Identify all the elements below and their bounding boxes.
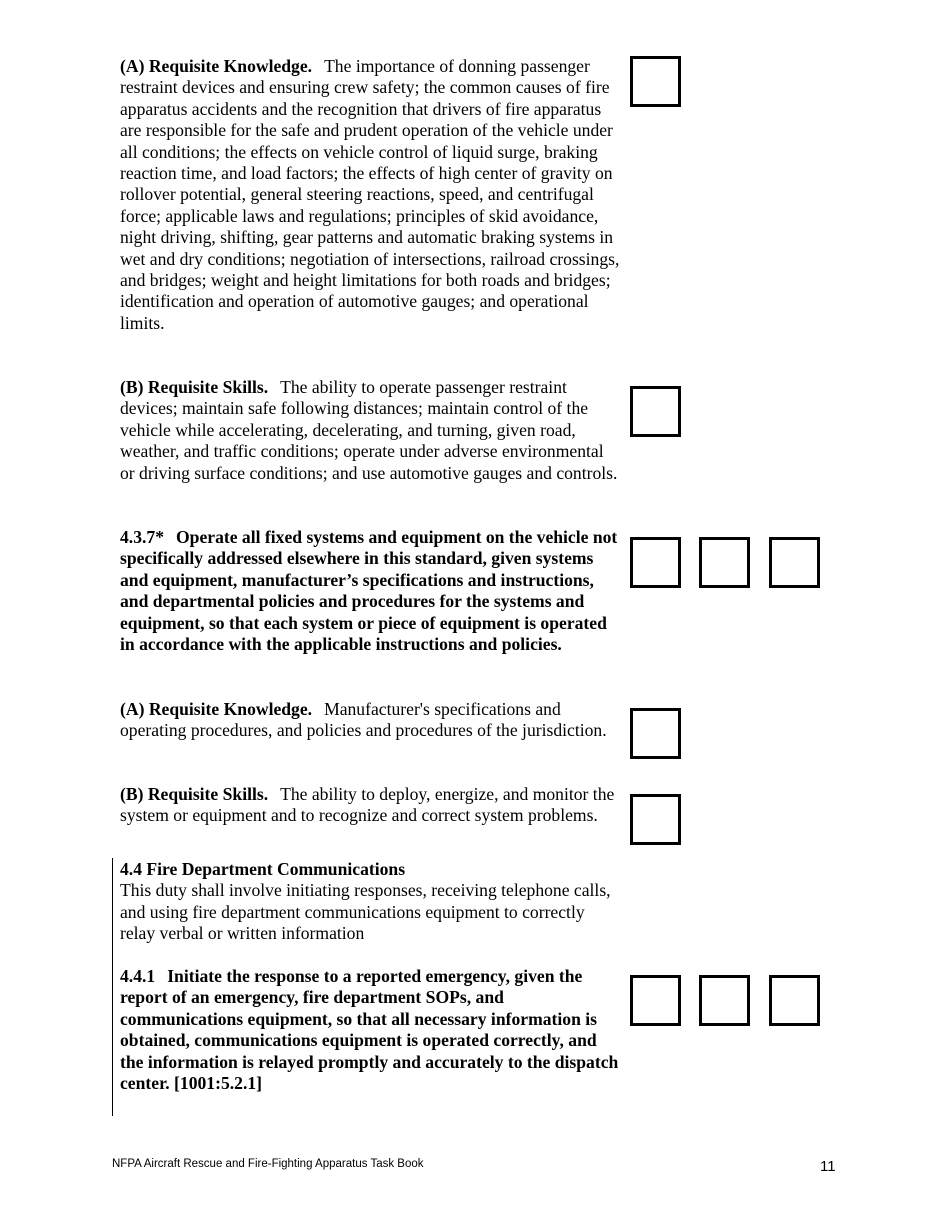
page-number: 11 <box>820 1158 836 1175</box>
signoff-checkbox[interactable] <box>699 537 750 588</box>
section-description: This duty shall involve initiating responses, receiving telephone calls, and using fire department communications equipment to correctly relay verbal or written information <box>120 880 611 944</box>
signoff-checkbox[interactable] <box>630 794 681 845</box>
signoff-checkbox[interactable] <box>630 708 681 759</box>
requisite-knowledge-paragraph <box>120 56 620 334</box>
revision-change-bar <box>112 858 113 1116</box>
section-heading: 4.4 Fire Department Communications <box>120 859 406 879</box>
paragraph-lead: (A) Requisite Knowledge. <box>120 56 313 76</box>
duty-section <box>120 859 620 945</box>
jpr-number: 4.4.1 <box>120 966 156 986</box>
paragraph-lead: (A) Requisite Knowledge. <box>120 699 313 719</box>
footer-title: NFPA Aircraft Rescue and Fire-Fighting Apparatus Task Book <box>112 1158 424 1170</box>
paragraph-lead: (B) Requisite Skills. <box>120 784 269 804</box>
signoff-checkbox[interactable] <box>769 975 820 1026</box>
jpr-text: Operate all fixed systems and equipment on the vehicle not specifically addressed elsewhere in this standard, given systems and equipment, manufacturer’s specifications and instructions, and departmental policies and procedures for the systems and equipment, so that each system or piece of equipment is operated in accordance with the applicable instructions and policies. <box>120 527 618 655</box>
jpr-number: 4.3.7* <box>120 527 164 547</box>
requisite-knowledge-paragraph <box>120 699 620 742</box>
signoff-checkbox[interactable] <box>630 56 681 107</box>
requisite-skills-paragraph <box>120 784 620 827</box>
paragraph-text: The ability to deploy, energize, and monitor the system or equipment and to recognize and correct system problems. <box>120 784 615 826</box>
paragraph-text: Manufacturer's specifications and operating procedures, and policies and procedures of the jurisdiction. <box>120 699 607 741</box>
paragraph-lead: (B) Requisite Skills. <box>120 377 269 397</box>
jpr-text: Initiate the response to a reported emergency, given the report of an emergency, fire department SOPs, and communications equipment, so that all necessary information is obtained, communications equipment is operated correctly, and the information is relayed promptly and accurately to the dispatch center. [1001:5.2.1] <box>120 966 619 1094</box>
jpr-4-4-1-paragraph <box>120 966 620 1094</box>
paragraph-text: The ability to operate passenger restraint devices; maintain safe following distances; maintain control of the vehicle while accelerating, decelerating, and turning, given road, weather, and traffic conditions; operate under adverse environmental or driving surface conditions; and use automotive gauges and controls. <box>120 377 618 483</box>
signoff-checkbox[interactable] <box>630 386 681 437</box>
paragraph-text: The importance of donning passenger restraint devices and ensuring crew safety; the common causes of fire apparatus accidents and the recognition that drivers of fire apparatus are responsible for the safe and prudent operation of the vehicle under all conditions; the effects on vehicle control of liquid surge, braking reaction time, and load factors; the effects of high center of gravity on rollover potential, general steering reactions, speed, and centrifugal force; applicable laws and regulations; principles of skid avoidance, night driving, shifting, gear patterns and automatic braking systems in wet and dry conditions; negotiation of intersections, railroad crossings, and bridges; weight and height limitations for both roads and bridges; identification and operation of automotive gauges; and operational limits. <box>120 56 620 333</box>
signoff-checkbox[interactable] <box>699 975 750 1026</box>
signoff-checkbox[interactable] <box>630 537 681 588</box>
signoff-checkbox[interactable] <box>630 975 681 1026</box>
signoff-checkbox[interactable] <box>769 537 820 588</box>
jpr-4-3-7-paragraph <box>120 527 620 655</box>
requisite-skills-paragraph <box>120 377 620 484</box>
